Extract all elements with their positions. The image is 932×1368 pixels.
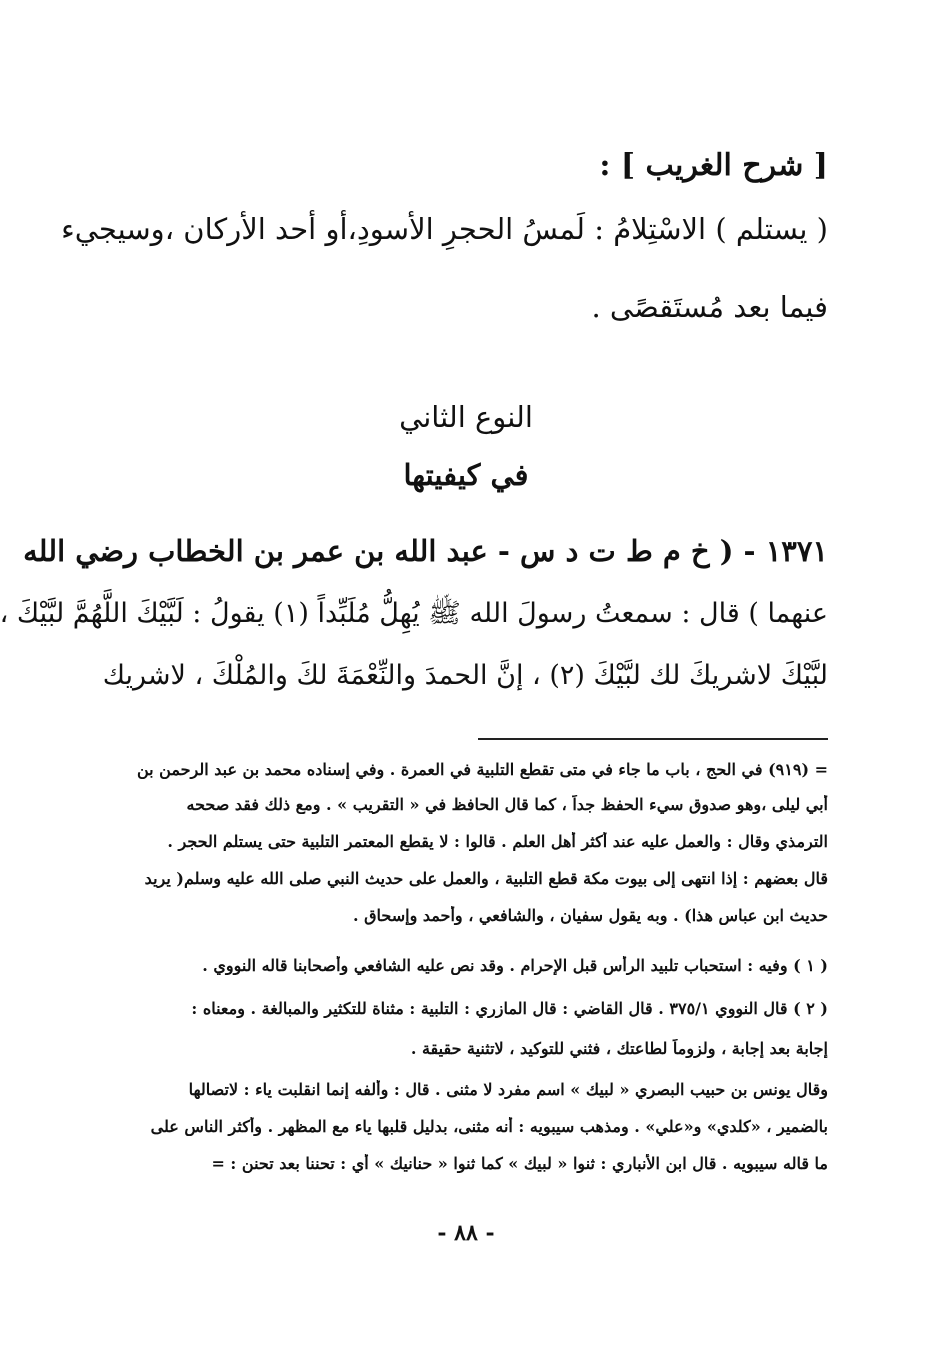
footnote-divider bbox=[478, 738, 828, 740]
footnote-line: قال بعضهم : إذا انتهى إلى بيوت مكة قطع التلبية ، والعمل على حديث النبي صلى الله عليه وسلم( يريد bbox=[144, 869, 828, 888]
section-title: النوع الثاني bbox=[399, 400, 533, 434]
section-subtitle: في كيفيتها bbox=[403, 458, 529, 492]
footnote-line: ( ٢ ) قال النووي ٣٧٥/١ . قال القاضي : قال المازري : التلبية : مثناة للتكثير والمبالغة . ومعناه : bbox=[191, 999, 828, 1018]
footnote-line: = (٩١٩) في الحج ، باب ما جاء في متى تقطع التلبية في العمرة . وفي إسناده محمد بن عبد الرحمن بن bbox=[136, 760, 828, 779]
gloss-heading: [ شرح الغريب ] : bbox=[599, 148, 828, 183]
footnote-line: أبي ليلى ،وهو صدوق سيء الحفظ جداً ، كما قال الحافظ في « التقريب » . ومع ذلك فقد صححه bbox=[186, 795, 828, 814]
footnote-line: بالضمير ، «كلدي» و«علي» . ومذهب سيبويه : أنه مثنى، بدليل قلبها ياء مع المظهر . وأكثر الناس على bbox=[150, 1117, 828, 1136]
footnote-line: إجابة بعد إجابة ، ولزوماً لطاعتك ، فثني للتوكيد ، لاتثنية حقيقة . bbox=[410, 1039, 828, 1058]
gloss-text-line: فيما بعد مُستَقصًى . bbox=[591, 290, 828, 324]
footnote-line: ( ١ ) وفيه : استحباب تلبيد الرأس قبل الإحرام . وقد نص عليه الشافعي وأصحابنا قاله النووي . bbox=[202, 956, 828, 975]
footnote-line: حديث ابن عباس هذا) . وبه يقول سفيان ، والشافعي ، وأحمد وإسحاق . bbox=[353, 906, 828, 925]
footnote-line: وقال يونس بن حبيب البصري « لبيك » اسم مفرد لا مثنى . قال : وألفه إنما انقلبت ياء : لاتصالها bbox=[188, 1080, 828, 1099]
footnote-line: ما قاله سيبويه . قال ابن الأنباري : ثنوا « لبيك » كما ثنوا « حنانيك » أي : تحننا بعد تحنن : = bbox=[211, 1154, 828, 1173]
footnote-line: الترمذي وقال : والعمل عليه عند أكثر أهل العلم . قالوا : لا يقطع المعتمر التلبية حتى يستلم الحجر . bbox=[167, 832, 828, 851]
gloss-text-line: ( يستلم ) الاسْتِلامُ : لَمسُ الحجرِ الأسودِ،أو أحد الأركان ،وسيجيء bbox=[61, 212, 828, 246]
hadith-text-line: عنهما ) قال : سمعتُ رسولَ الله ﷺ يُهِلُّ مُلَبِّداً (١) يقولُ : لَبَّيْكَ اللَّهُمَّ لبَّيْكَ ، bbox=[0, 598, 828, 629]
page-number: - ٨٨ - bbox=[437, 1220, 495, 1246]
hadith-text-line: لبَّيْكَ لاشريكَ لك لبَّيْكَ (٢) ، إنَّ الحمدَ والنِّعْمَةَ لكَ والمُلْكَ ، لاشريك bbox=[102, 660, 828, 691]
hadith-header-line: ١٣٧١ - ( خ م ط ت د س - عبد الله بن عمر بن الخطاب رضي الله bbox=[23, 534, 828, 568]
